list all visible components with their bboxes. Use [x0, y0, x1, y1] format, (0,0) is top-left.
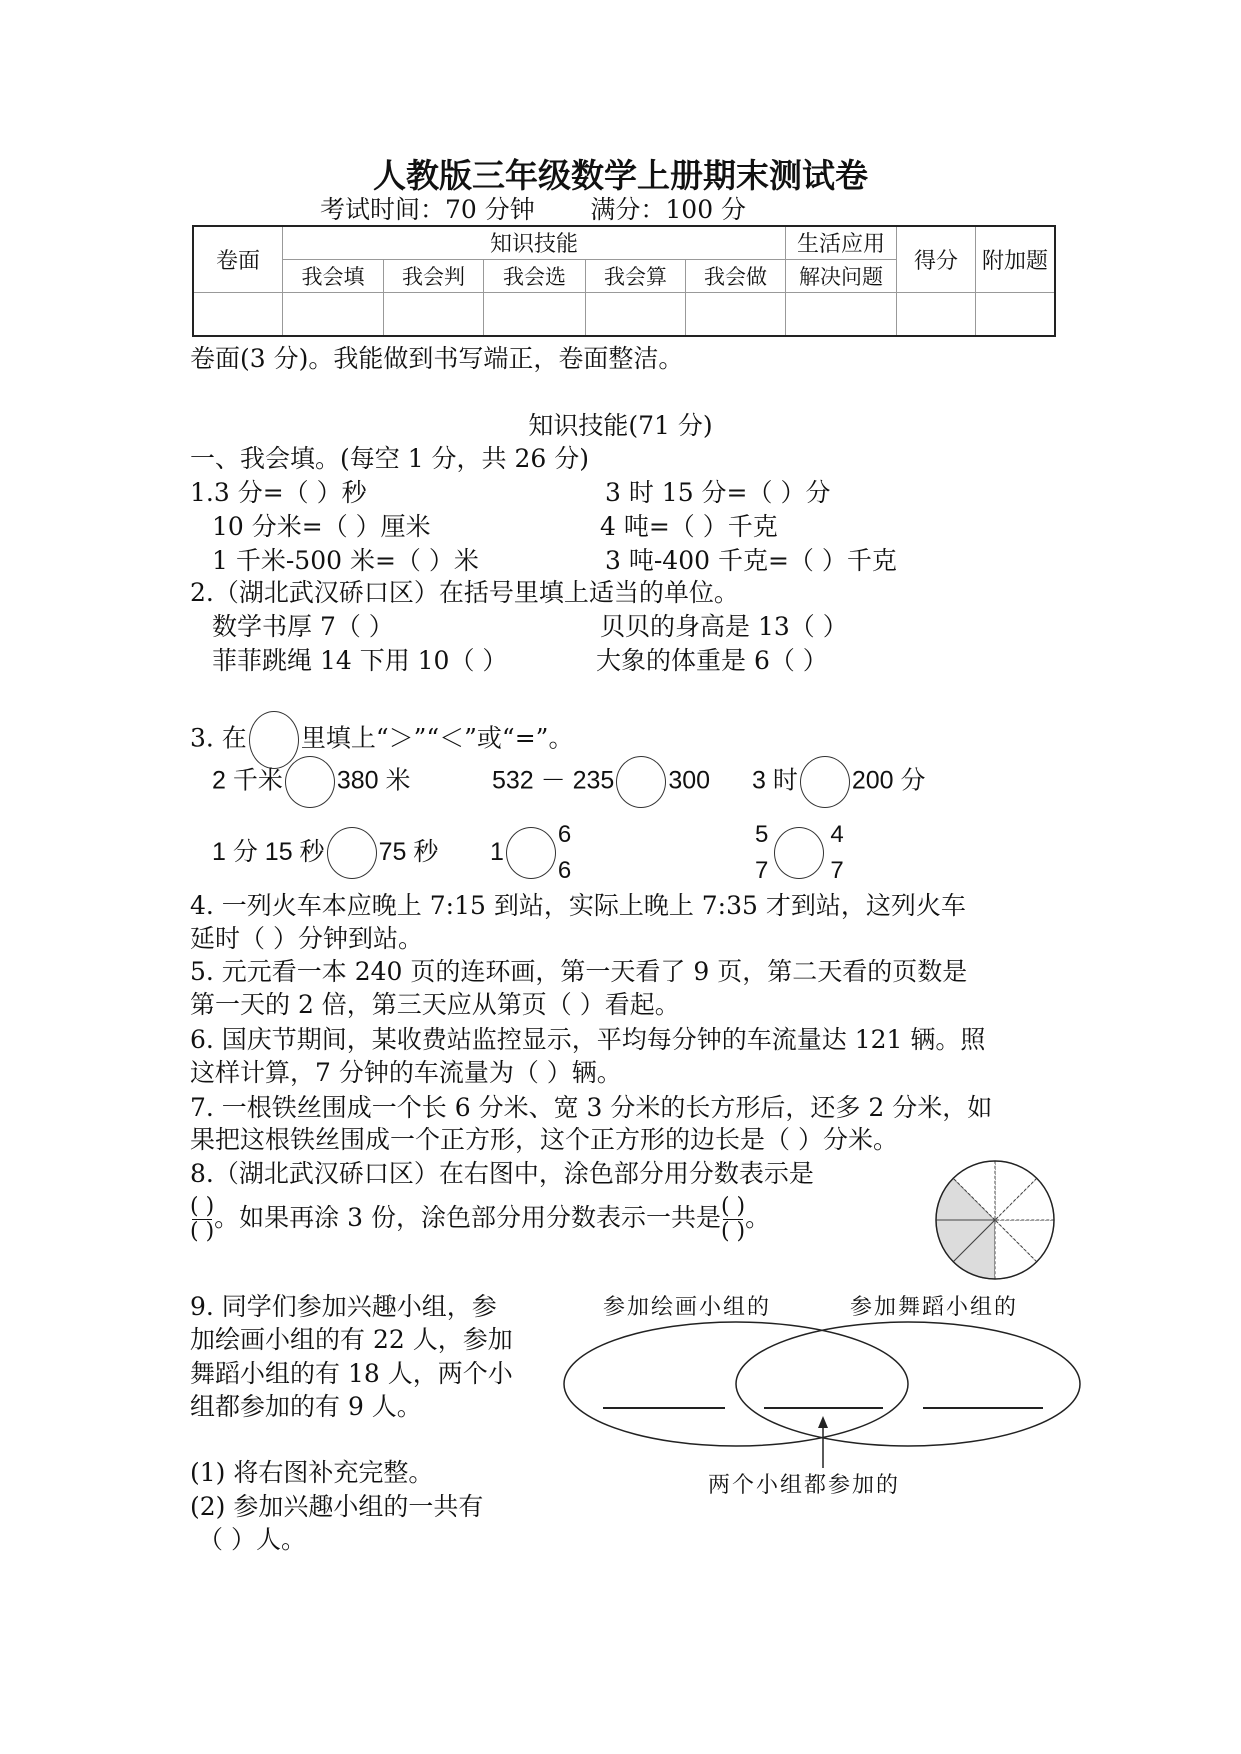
right: 200 分	[851, 766, 926, 795]
col-defen: 得分	[897, 226, 976, 292]
denominator: 7	[755, 857, 769, 885]
q9-line: 9. 同学们参加兴趣小组，参	[190, 1292, 497, 1321]
q2-item: 大象的体重是 6（ ）	[596, 646, 828, 675]
col-shenghuo: 生活应用	[786, 226, 897, 259]
q7-line: 7. 一根铁丝围成一个长 6 分米、宽 3 分米的长方形后，还多 2 分米，如	[190, 1093, 993, 1122]
venn-label-right: 参加舞蹈小组的	[850, 1295, 1019, 1320]
q1-item: 1.3 分=（ ）秒	[190, 478, 367, 507]
juanmian-line: 卷面(3 分)。我能做到书写端正，卷面整洁。	[190, 344, 684, 373]
col-fujia: 附加题	[976, 226, 1056, 292]
exam-title: 人教版三年级数学上册期末测试卷	[373, 156, 868, 195]
score-cell[interactable]	[897, 292, 976, 336]
q1-item: 1 千米-500 米=（ ）米	[212, 546, 479, 575]
score-table	[192, 225, 1056, 337]
compare-circle[interactable]	[327, 827, 377, 879]
sub-col: 我会判	[384, 259, 484, 292]
paren: ( )	[720, 1194, 746, 1219]
q7-line: 果把这根铁丝围成一个正方形，这个正方形的边长是（ ）分米。	[190, 1125, 898, 1154]
compare-circle[interactable]	[285, 756, 335, 808]
compare-circle[interactable]	[774, 827, 824, 879]
left: 3 时	[752, 766, 798, 795]
q9-sub1: (1) 将右图补充完整。	[190, 1458, 434, 1487]
q3-item-fraction	[755, 812, 844, 892]
q3-pre: 3. 在	[190, 723, 247, 753]
q2-item: 贝贝的身高是 13（ ）	[600, 612, 848, 641]
exam-subtitle: 考试时间：70 分钟 满分：100 分	[320, 195, 747, 224]
q3-item	[752, 756, 926, 808]
q9-sub2: （ ）人。	[198, 1525, 306, 1554]
q2-item: 菲菲跳绳 14 下用 10（ ）	[212, 646, 508, 675]
answer-fraction[interactable]	[190, 1195, 214, 1244]
right: 300	[668, 766, 711, 795]
q3-item-fraction	[490, 812, 571, 892]
q9-line: 加绘画小组的有 22 人，参加	[190, 1325, 513, 1354]
denominator: 7	[830, 857, 844, 885]
numerator: 6	[557, 821, 572, 849]
q1-item: 4 吨=（ ）千克	[600, 512, 778, 541]
denominator: 6	[557, 857, 572, 885]
score-cell[interactable]	[686, 292, 786, 336]
score-cell[interactable]	[786, 292, 897, 336]
left: 532 － 235	[492, 766, 615, 795]
q3-post: 里填上“＞”“＜”或“=”。	[300, 723, 574, 753]
left: 1 分 15 秒	[212, 838, 325, 866]
q3-item	[492, 756, 710, 808]
q2-item: 数学书厚 7（ ）	[212, 612, 394, 641]
paren: ( )	[720, 1219, 746, 1244]
paren: ( )	[190, 1194, 215, 1219]
q3-item	[212, 812, 438, 892]
q3-item	[212, 756, 411, 808]
venn-label-both: 两个小组都参加的	[708, 1473, 901, 1498]
q2-stem: 2.（湖北武汉硚口区）在括号里填上适当的单位。	[190, 578, 739, 607]
score-cell[interactable]	[193, 292, 283, 336]
q8-line: 8.（湖北武汉硚口区）在右图中，涂色部分用分数表示是	[190, 1159, 814, 1188]
q1-item: 3 时 15 分=（ ）分	[605, 478, 831, 507]
right: 75 秒	[378, 838, 439, 866]
numerator: 5	[755, 821, 769, 849]
col-juanmian: 卷面	[193, 226, 283, 292]
paren: ( )	[190, 1219, 215, 1244]
compare-circle[interactable]	[506, 827, 556, 879]
pie-figure	[930, 1155, 1060, 1285]
score-cell[interactable]	[384, 292, 484, 336]
q8-mid: 。如果再涂 3 份，涂色部分用分数表示一共是	[214, 1203, 721, 1232]
q9-sub2: (2) 参加兴趣小组的一共有	[190, 1492, 484, 1521]
fraction	[558, 817, 571, 889]
q4-line: 延时（ ）分钟到站。	[190, 924, 423, 953]
sub-col: 我会算	[586, 259, 686, 292]
score-cell[interactable]	[484, 292, 586, 336]
q1-item: 10 分米=（ ）厘米	[212, 512, 431, 541]
right: 380 米	[336, 766, 411, 795]
col-zhishi: 知识技能	[283, 226, 786, 259]
fraction	[755, 817, 768, 889]
q1-item: 3 吨-400 千克=（ ）千克	[605, 546, 897, 575]
score-cell[interactable]	[283, 292, 384, 336]
q5-line: 第一天的 2 倍，第三天应从第页（ ）看起。	[190, 990, 680, 1019]
score-cell[interactable]	[586, 292, 686, 336]
q5-line: 5. 元元看一本 240 页的连环画，第一天看了 9 页，第二天看的页数是	[190, 957, 968, 986]
q8-end: 。	[745, 1203, 771, 1232]
answer-fraction[interactable]	[721, 1195, 745, 1244]
q6-line: 这样计算，7 分钟的车流量为（ ）辆。	[190, 1058, 622, 1087]
sub-col: 我会选	[484, 259, 586, 292]
left: 2 千米	[212, 766, 283, 795]
numerator: 4	[830, 821, 844, 849]
sub-col: 我会做	[686, 259, 786, 292]
venn-diagram	[560, 1318, 1090, 1478]
q9-line: 组都参加的有 9 人。	[190, 1392, 422, 1421]
compare-circle[interactable]	[616, 756, 666, 808]
section-title: 知识技能(71 分)	[528, 411, 713, 440]
q9-line: 舞蹈小组的有 18 人，两个小	[190, 1359, 513, 1388]
score-cell[interactable]	[976, 292, 1056, 336]
arrow-head	[818, 1416, 828, 1428]
compare-circle[interactable]	[800, 756, 850, 808]
left: 1	[490, 838, 504, 866]
q4-line: 4. 一列火车本应晚上 7:15 到站，实际上晚上 7:35 才到站，这列火车	[190, 891, 966, 920]
q6-line: 6. 国庆节期间，某收费站监控显示，平均每分钟的车流量达 121 辆。照	[190, 1025, 986, 1054]
q8-line2	[190, 1188, 770, 1248]
venn-label-left: 参加绘画小组的	[603, 1295, 772, 1320]
sub-col: 解决问题	[786, 259, 897, 292]
part1-title: 一、我会填。(每空 1 分，共 26 分)	[190, 444, 590, 473]
fraction	[830, 817, 843, 889]
sub-col: 我会填	[283, 259, 384, 292]
